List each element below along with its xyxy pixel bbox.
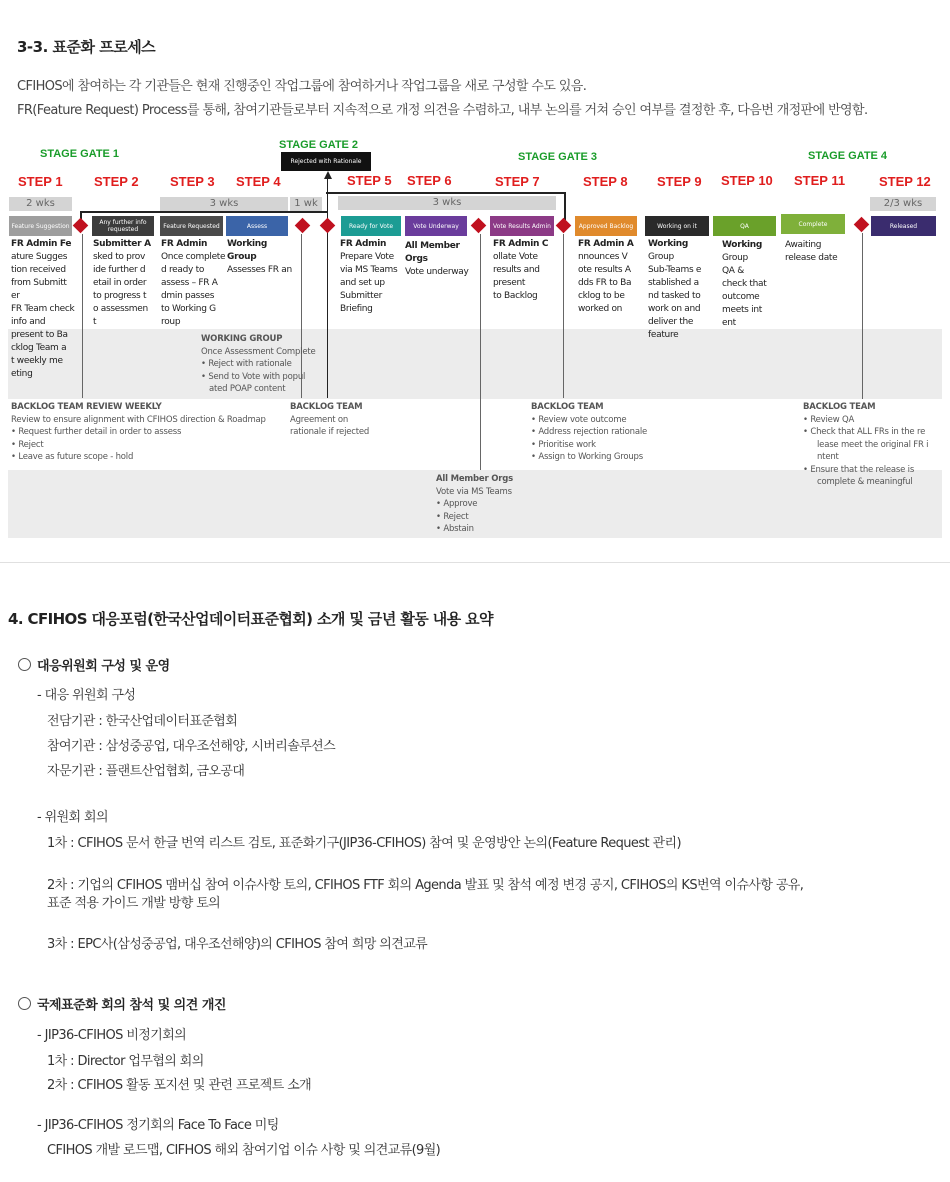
desc-step-10: Working Group QA & check that outcome meets int ent [722, 240, 767, 328]
duration-steps-5-7: 3 wks [338, 196, 556, 210]
bracket-edge [564, 192, 566, 220]
intro-line-1: CFIHOS에 참여하는 각 기관들은 현재 진행중인 작업그룹에 참여하거나 작업그룹을 새로 구성할 수도 있음. [17, 79, 587, 94]
meeting-2: 2차 : 기업의 CFIHOS 맴버십 참여 이슈사항 토의, CFIHOS FTF 회의 Agenda 발표 및 참석 예정 변경 공지, CFIHOS의 KS번역 이슈사항 공유, [47, 878, 804, 893]
step-3: STEP 3 [170, 174, 215, 189]
note-backlog-review-weekly: BACKLOG TEAM REVIEW WEEKLY Review to ensure alignment with CFIHOS direction & Roadmap • Request further detail in order to assess • Reject • Leave as future scope - hold [11, 401, 301, 464]
band-working-group [8, 329, 942, 399]
desc-step-8: FR Admin A nnounces V ote results A dds FR to Ba cklog to be worked on [578, 239, 634, 314]
step-10: STEP 10 [721, 173, 773, 188]
bracket-line-right [326, 192, 566, 194]
step-11: STEP 11 [794, 173, 846, 188]
stage-gate-2: STAGE GATE 2 [279, 139, 359, 151]
gate-diamond [854, 217, 870, 233]
irregular-meeting-1: 1차 : Director 업무협의 회의 [47, 1054, 204, 1069]
stage-gate-3: STAGE GATE 3 [518, 151, 598, 163]
step-12: STEP 12 [879, 174, 931, 189]
gate-diamond [295, 218, 311, 234]
step-9: STEP 9 [657, 174, 702, 189]
desc-step-7: FR Admin C ollate Vote results and present to Backlog [493, 239, 549, 301]
section-divider [0, 562, 950, 563]
connector-line [862, 233, 863, 399]
note-backlog-team-1: BACKLOG TEAM Agreement on rationale if rejected [290, 401, 400, 439]
status-ready-for-vote: Ready for Vote [341, 216, 401, 236]
desc-step-6: All Member Orgs Vote underway [405, 241, 469, 277]
desc-step-5: FR Admin Prepare Vote via MS Teams and set up Submitter Briefing [340, 239, 398, 314]
duration-step-12: 2/3 wks [870, 197, 936, 211]
bracket-line-left [80, 211, 328, 213]
dash-item: - 대응 위원회 구성 [37, 688, 136, 703]
step-7: STEP 7 [495, 174, 540, 189]
section-4-title: 4. CFIHOS 대응포럼(한국산업데이터표준협회) 소개 및 금년 활동 내용 요약 [8, 610, 493, 628]
duration-step-1: 2 wks [9, 197, 72, 211]
note-all-member-orgs: All Member Orgs Vote via MS Teams • Approve • Reject • Abstain [436, 474, 514, 534]
desc-step-1: FR Admin Fe ature Sugges tion received from Submitt er FR Team check info and present to Ba cklog Team a t weekly me eting [11, 239, 75, 379]
note-working-group: WORKING GROUP Once Assessment Complete • Reject with rationale • Send to Vote with popul ated POAP content [201, 333, 331, 396]
connector-line [82, 234, 83, 398]
desc-step-9: Working Group Sub-Teams e stablished a nd tasked to work on and deliver the feature [648, 239, 702, 340]
irregular-meeting-2: 2차 : CFIHOS 활동 포지션 및 관련 프로젝트 소개 [47, 1078, 312, 1093]
duration-steps-3-4: 3 wks [160, 197, 288, 211]
subheading-committee: 대응위원회 구성 및 운영 [18, 655, 170, 674]
gate-diamond [556, 218, 572, 234]
gate-diamond [471, 218, 487, 234]
gate-diamond [320, 218, 336, 234]
status-approved-backlog: Approved Backlog [575, 216, 637, 236]
rejected-with-rationale-box: Rejected with Rationale [281, 152, 371, 171]
subheading-intl-meetings: 국제표준화 회의 참석 및 의견 개진 [18, 994, 226, 1013]
note-backlog-team-3: BACKLOG TEAM • Review QA • Check that ALL FRs in the re lease meet the original FR i ntent • Ensure that the release is complete & meaningful [803, 401, 943, 489]
status-any-further-info: Any further info requested [92, 216, 154, 236]
status-released: Released [871, 216, 936, 236]
stage-gate-1: STAGE GATE 1 [40, 148, 120, 160]
intro-line-2: FR(Feature Request) Process를 통해, 참여기관들로부터 지속적으로 개정 의견을 수렴하고, 내부 논의를 거쳐 승인 여부를 결정한 후, 다음번 개정판에 반영함. [17, 103, 868, 118]
stage-gate-4: STAGE GATE 4 [808, 150, 888, 162]
circle-bullet-icon [18, 997, 31, 1010]
status-assess: Assess [226, 216, 288, 236]
desc-step-4: Working Group Assesses FR an [227, 239, 292, 275]
up-arrow-icon [324, 171, 332, 179]
meeting-3: 3차 : EPC사(삼성중공업, 대우조선해양)의 CFIHOS 참여 희망 의견교류 [47, 937, 428, 952]
desc-step-2: Submitter A sked to prov ide further d etail in order to progress t o assessmen t [93, 239, 151, 327]
dash-item: - JIP36-CFIHOS 비정기회의 [37, 1028, 187, 1043]
step-1: STEP 1 [18, 174, 63, 189]
desc-step-3: FR Admin Once complete d ready to assess – FR A dmin passes to Working G roup [161, 239, 226, 327]
status-working-on-it: Working on it [645, 216, 709, 236]
gate-diamond [73, 218, 89, 234]
section-title: 3-3. 표준화 프로세스 [17, 38, 156, 56]
status-vote-underway: Vote Underway [405, 216, 467, 236]
step-4: STEP 4 [236, 174, 281, 189]
step-2: STEP 2 [94, 174, 139, 189]
fr-process-diagram [0, 130, 950, 540]
step-6: STEP 6 [407, 173, 452, 188]
duration-step-4b: 1 wk [290, 197, 322, 211]
step-8: STEP 8 [583, 174, 628, 189]
step-5: STEP 5 [347, 173, 392, 188]
org-participating: 참여기관 : 삼성중공업, 대우조선해양, 시버리솔루션스 [47, 739, 336, 754]
org-dedicated: 전담기관 : 한국산업데이터표준협회 [47, 714, 238, 729]
circle-bullet-icon [18, 658, 31, 671]
ftf-meeting: CFIHOS 개발 로드맵, CIFHOS 해외 참여기업 이슈 사항 및 의견교류(9월) [47, 1143, 441, 1158]
status-vote-results-admin: Vote Results Admin [490, 216, 554, 236]
connector-line [563, 234, 564, 398]
dash-item: - JIP36-CFIHOS 정기회의 Face To Face 미팅 [37, 1118, 279, 1133]
meeting-1: 1차 : CFIHOS 문서 한글 번역 리스트 검토, 표준화기구(JIP36-CFIHOS) 참여 및 운영방안 논의(Feature Request 관리) [47, 836, 681, 851]
status-feature-requested: Feature Requested [160, 216, 223, 236]
status-complete: Complete [781, 214, 845, 234]
org-advisory: 자문기관 : 플랜트산업협회, 금오공대 [47, 764, 245, 779]
desc-step-11: Awaiting release date [785, 240, 838, 263]
status-qa: QA [713, 216, 776, 236]
dash-item: - 위원회 회의 [37, 810, 108, 825]
meeting-2-cont: 표준 적용 가이드 개발 방향 토의 [47, 896, 221, 911]
status-feature-suggestion: Feature Suggestion [9, 216, 72, 236]
note-backlog-team-2: BACKLOG TEAM • Review vote outcome • Address rejection rationale • Prioritise work • Assign to Working Groups [531, 401, 671, 464]
